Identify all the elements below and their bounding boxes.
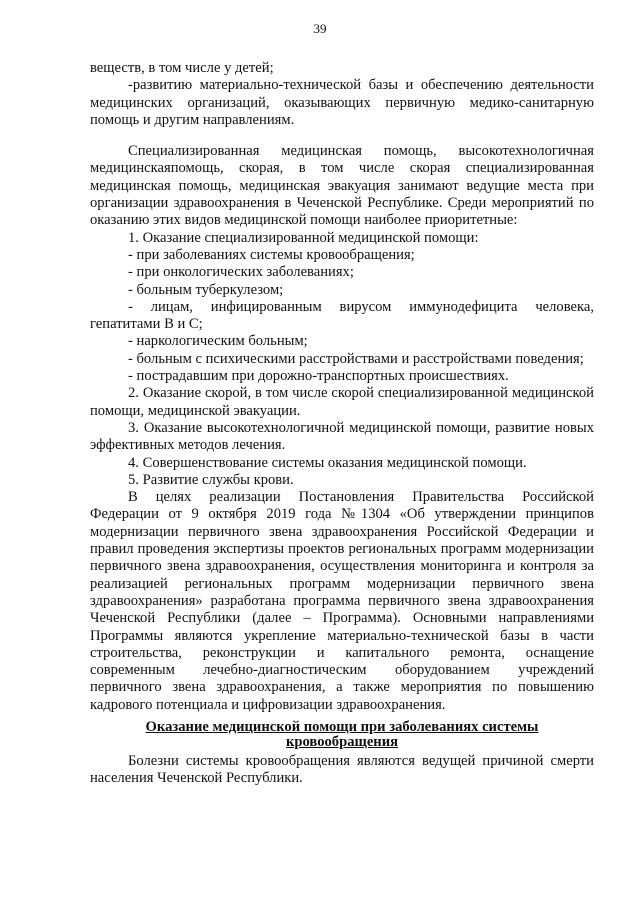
paragraph: веществ, в том числе у детей;	[90, 60, 274, 76]
list-item: 2. Оказание скорой, в том числе скорой специализированной медицинской помощи, медицинской эвакуации.	[90, 385, 594, 419]
list-item: - при онкологических заболеваниях;	[128, 264, 354, 281]
page-number: 39	[313, 21, 327, 36]
section-heading: Оказание медицинской помощи при заболеваниях системы кровообращения	[145, 718, 539, 750]
list-item: 3. Оказание высокотехнологичной медицинской помощи, развитие новых эффективных методов лечения.	[90, 419, 594, 454]
list-item: - при заболеваниях системы кровообращения;	[128, 246, 415, 263]
list-item: 4. Совершенствование системы оказания медицинской помощи.	[128, 454, 527, 471]
list-item: - больным туберкулезом;	[128, 281, 284, 298]
list-item: - лицам, инфицированным вирусом иммунодефицита человека, гепатитами В и С;	[90, 298, 594, 333]
document-body	[90, 60, 594, 788]
paragraph: Специализированная медицинская помощь, высокотехнологичная медицинскаяпомощь, скорая, в том числе скорая специализированная медицинская помощь, медицинская эвакуация занимают ведущие места при организации здравоохранения в Чеченской Республике. Среди мероприятий по оказанию этих видов медицинской помощи наиболее приоритетные:	[90, 143, 594, 229]
list-item: 5. Развитие службы крови.	[128, 471, 294, 488]
paragraph: В целях реализации Постановления Правительства Российской Федерации от 9 октября 2019 года №1304 «Об утверждении принципов модернизации первичного звена здравоохранения Российской Федерации и правил проведения экспертизы проектов региональных программ модернизации первичного звена здравоохранения, осуществления мониторинга и контроля за реализацией региональных программ модернизации первичного звена здравоохранения» разработана программа первичного звена здравоохранения Чеченской Республики (далее – Программа). Основными направлениями Программы являются укрепление материально-технической базы в части строительства, реконструкции и капитального ремонта, оснащение современным лечебно-диагностическим оборудованием учреждений первичного звена здравоохранения, а также мероприятия по повышению кадрового потенциала и цифровизации здравоохранения.	[90, 489, 594, 713]
list-item: - пострадавшим при дорожно-транспортных происшествиях.	[128, 368, 509, 385]
list-item: 1. Оказание специализированной медицинской помощи:	[128, 229, 479, 246]
paragraph: -развитию материально-технической базы и обеспечению деятельности медицинских организаций, оказывающих первичную медико-санитарную помощь и другим направлениям.	[90, 77, 594, 128]
list-item: - больным с психическими расстройствами и расстройствами поведения;	[128, 350, 584, 367]
paragraph: Болезни системы кровообращения являются ведущей причиной смерти населения Чеченской Республики.	[90, 752, 594, 787]
list-item: - наркологическим больным;	[128, 333, 308, 350]
